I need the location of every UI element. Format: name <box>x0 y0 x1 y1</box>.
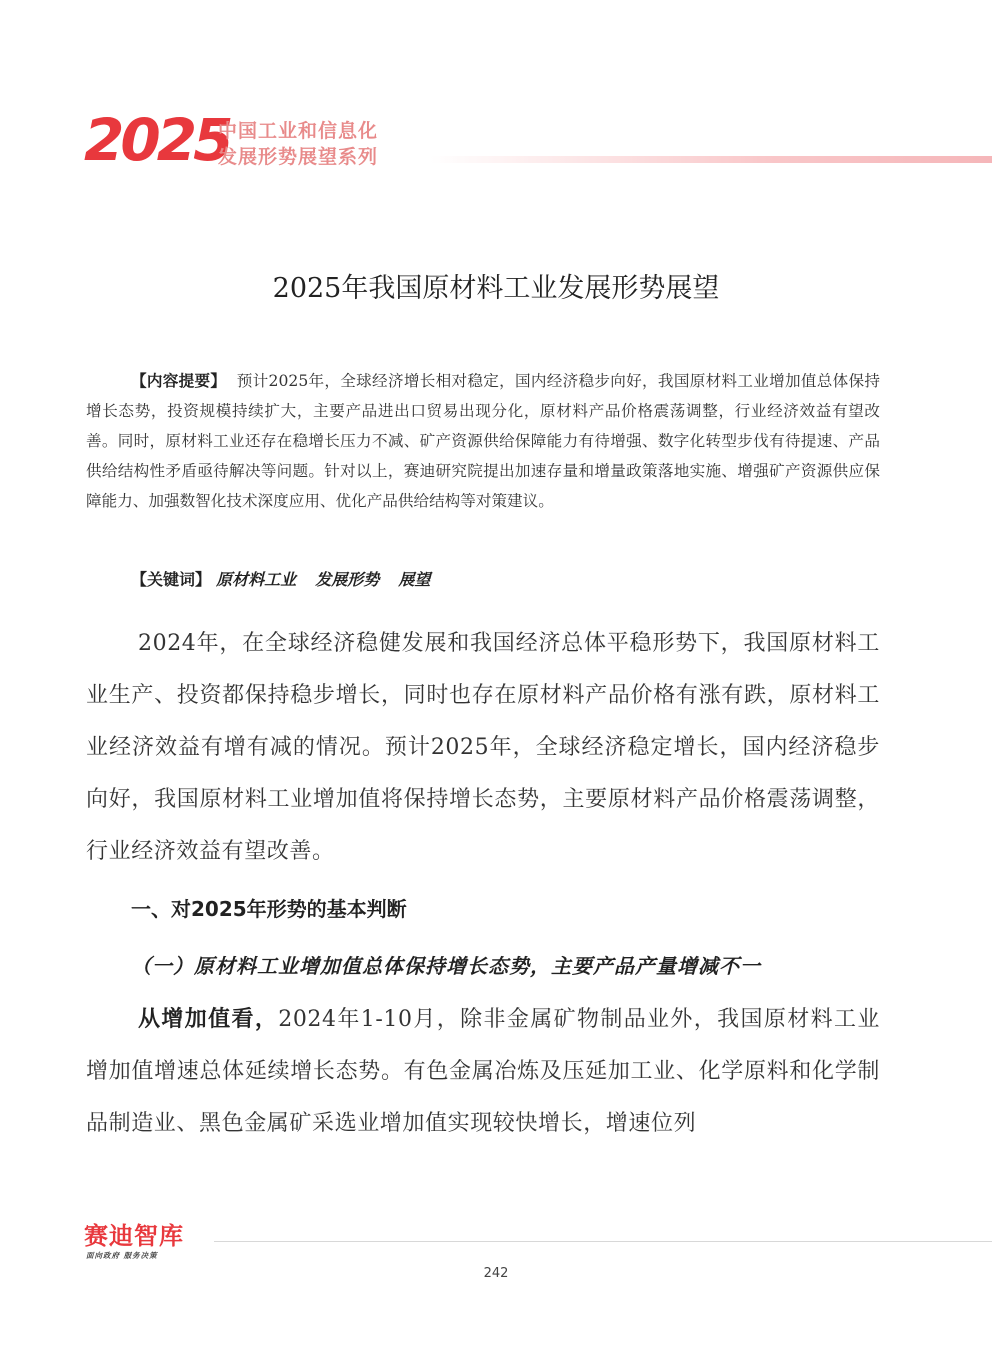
keyword: 发展形势 <box>315 570 380 589</box>
body-paragraph <box>86 993 880 1150</box>
keyword: 原材料工业 <box>216 570 297 589</box>
paragraph-text: 2024年1-10月，除非金属矿物制品业外，我国原材料工业增加值增速总体延续增长态势。有色金属冶炼及压延加工业、化学原料和化学制品制造业、黑色金属矿采选业增加值实现较快增长，增速位列 <box>86 1007 880 1136</box>
paragraph-lead: 从增加值看， <box>138 1006 279 1032</box>
abstract-text: 预计2025年，全球经济增长相对稳定，国内经济稳步向好，我国原材料工业增加值总体保持增长态势，投资规模持续扩大，主要产品进出口贸易出现分化，原材料产品价格震荡调整，行业经济效益有望改善。同时，原材料工业还存在稳增长压力不减、矿产资源供给保障能力有待增强、数字化转型步伐有待提速、产品供给结构性矛盾亟待解决等问题。针对以上，赛迪研究院提出加速存量和增量政策落地实施、增强矿产资源供应保障能力、加强数智化技术深度应用、优化产品供给结构等对策建议。 <box>86 372 880 510</box>
abstract-tag: 【内容提要】 <box>131 372 227 390</box>
footer-brand-logo: 赛迪智库 <box>84 1222 184 1250</box>
subsection-heading: （一）原材料工业增加值总体保持增长态势，主要产品产量增减不一 <box>131 954 761 978</box>
document-title: 2025年我国原材料工业发展形势展望 <box>272 273 720 304</box>
abstract <box>86 366 880 516</box>
series-title-line2: 发展形势展望系列 <box>218 146 379 168</box>
section-heading: 一、对2025年形势的基本判断 <box>131 897 407 921</box>
header-decor-bar <box>430 156 992 163</box>
body-paragraph: 2024年，在全球经济稳健发展和我国经济总体平稳形势下，我国原材料工业生产、投资都保持稳步增长，同时也存在原材料产品价格有涨有跌，原材料工业经济效益有增有减的情况。预计2025年，全球经济稳定增长，国内经济稳步向好，我国原材料工业增加值将保持增长态势，主要原材料产品价格震荡调整，行业经济效益有望改善。 <box>86 631 880 864</box>
footer-slogan: 面向政府 服务决策 <box>86 1251 158 1260</box>
footer-divider <box>214 1241 992 1242</box>
page-number: 242 <box>483 1266 509 1281</box>
keywords <box>131 565 891 595</box>
series-title-line1: 中国工业和信息化 <box>218 120 379 142</box>
keywords-tag: 【关键词】 <box>131 570 212 589</box>
year-logo: 2025 <box>84 106 230 174</box>
keyword: 展望 <box>398 570 431 589</box>
